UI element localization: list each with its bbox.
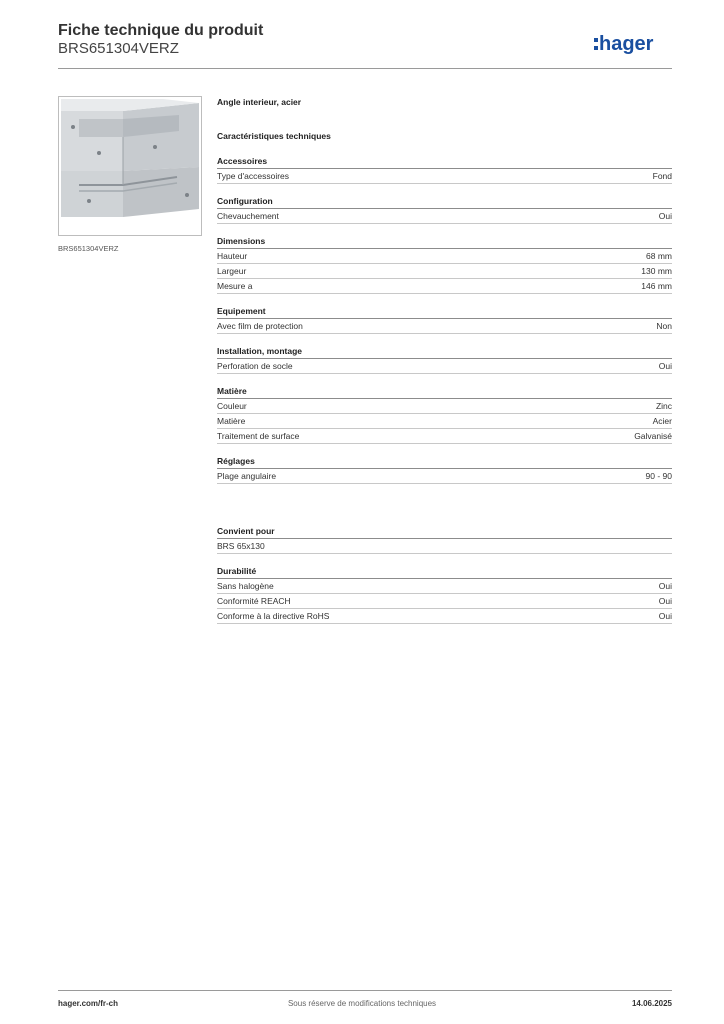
section-matiere [217, 385, 672, 444]
section-title: Equipement [217, 305, 672, 319]
spec-row [217, 594, 672, 609]
section-convient-pour [217, 525, 672, 554]
section-title: Installation, montage [217, 345, 672, 359]
spec-value: 130 mm [641, 266, 672, 276]
section-installation [217, 345, 672, 374]
spec-label: Hauteur [217, 251, 248, 261]
spec-value: 68 mm [646, 251, 672, 261]
steel-inner-corner-image [59, 97, 201, 235]
hager-logo [594, 26, 674, 58]
spec-row [217, 359, 672, 374]
spec-row [217, 209, 672, 224]
spec-label: Type d'accessoires [217, 171, 290, 181]
spec-row [217, 169, 672, 184]
spec-label: Traitement de surface [217, 431, 300, 441]
spec-label: Mesure a [217, 281, 253, 291]
section-configuration [217, 195, 672, 224]
svg-text:hager: hager [599, 33, 654, 55]
spec-label: Plage angulaire [217, 471, 277, 481]
spec-row [217, 264, 672, 279]
section-title: Durabilité [217, 565, 672, 579]
spec-content [217, 96, 672, 624]
spec-label: Largeur [217, 266, 247, 276]
section-title: Réglages [217, 455, 672, 469]
spec-label: Chevauchement [217, 211, 279, 221]
spec-label: Matière [217, 416, 246, 426]
spec-value: 146 mm [641, 281, 672, 291]
spec-row [217, 279, 672, 294]
spec-row [217, 399, 672, 414]
spec-row [217, 429, 672, 444]
header-divider [58, 68, 672, 69]
spec-label: BRS 65x130 [217, 541, 265, 551]
spec-row [217, 609, 672, 624]
section-title: Matière [217, 385, 672, 399]
spec-label: Avec film de protection [217, 321, 303, 331]
section-title: Dimensions [217, 235, 672, 249]
section-accessoires [217, 155, 672, 184]
footer-website-link[interactable]: hager.com/fr-ch [58, 999, 119, 1008]
spec-value: Oui [658, 361, 672, 371]
spec-label: Conformité REACH [217, 596, 291, 606]
tech-specs-title: Caractéristiques techniques [217, 131, 331, 141]
spec-value: Oui [658, 211, 672, 221]
spec-value: Oui [658, 611, 672, 621]
spec-value: Galvanisé [634, 431, 672, 441]
footer-date: 14.06.2025 [631, 999, 672, 1008]
spec-label: Couleur [217, 401, 247, 411]
image-caption: BRS651304VERZ [58, 244, 119, 253]
product-subtitle: Angle interieur, acier [217, 97, 302, 107]
spec-label: Perforation de socle [217, 361, 293, 371]
section-dimensions [217, 235, 672, 294]
spec-value: Oui [658, 596, 672, 606]
spec-value: Oui [658, 581, 672, 591]
section-durabilite [217, 565, 672, 624]
spec-value: Zinc [655, 401, 672, 411]
section-title: Configuration [217, 195, 672, 209]
spec-row [217, 319, 672, 334]
spec-row [217, 414, 672, 429]
spec-row [217, 539, 672, 554]
spec-value: Non [656, 321, 672, 331]
footer-divider [58, 990, 672, 991]
spec-row [217, 249, 672, 264]
spec-row [217, 469, 672, 484]
section-equipement [217, 305, 672, 334]
page-title: Fiche technique du produit [58, 22, 264, 39]
spec-row [217, 579, 672, 594]
spec-value: Acier [652, 416, 672, 426]
section-title: Convient pour [217, 525, 672, 539]
spec-label: Conforme à la directive RoHS [217, 611, 330, 621]
section-title: Accessoires [217, 155, 672, 169]
spec-label: Sans halogène [217, 581, 274, 591]
spec-value: 90 - 90 [645, 471, 672, 481]
section-reglages [217, 455, 672, 484]
spec-value: Fond [652, 171, 672, 181]
product-code: BRS651304VERZ [58, 40, 179, 57]
footer-disclaimer: Sous réserve de modifications techniques [287, 999, 437, 1008]
product-image [58, 96, 202, 236]
section-spacer [217, 484, 672, 514]
